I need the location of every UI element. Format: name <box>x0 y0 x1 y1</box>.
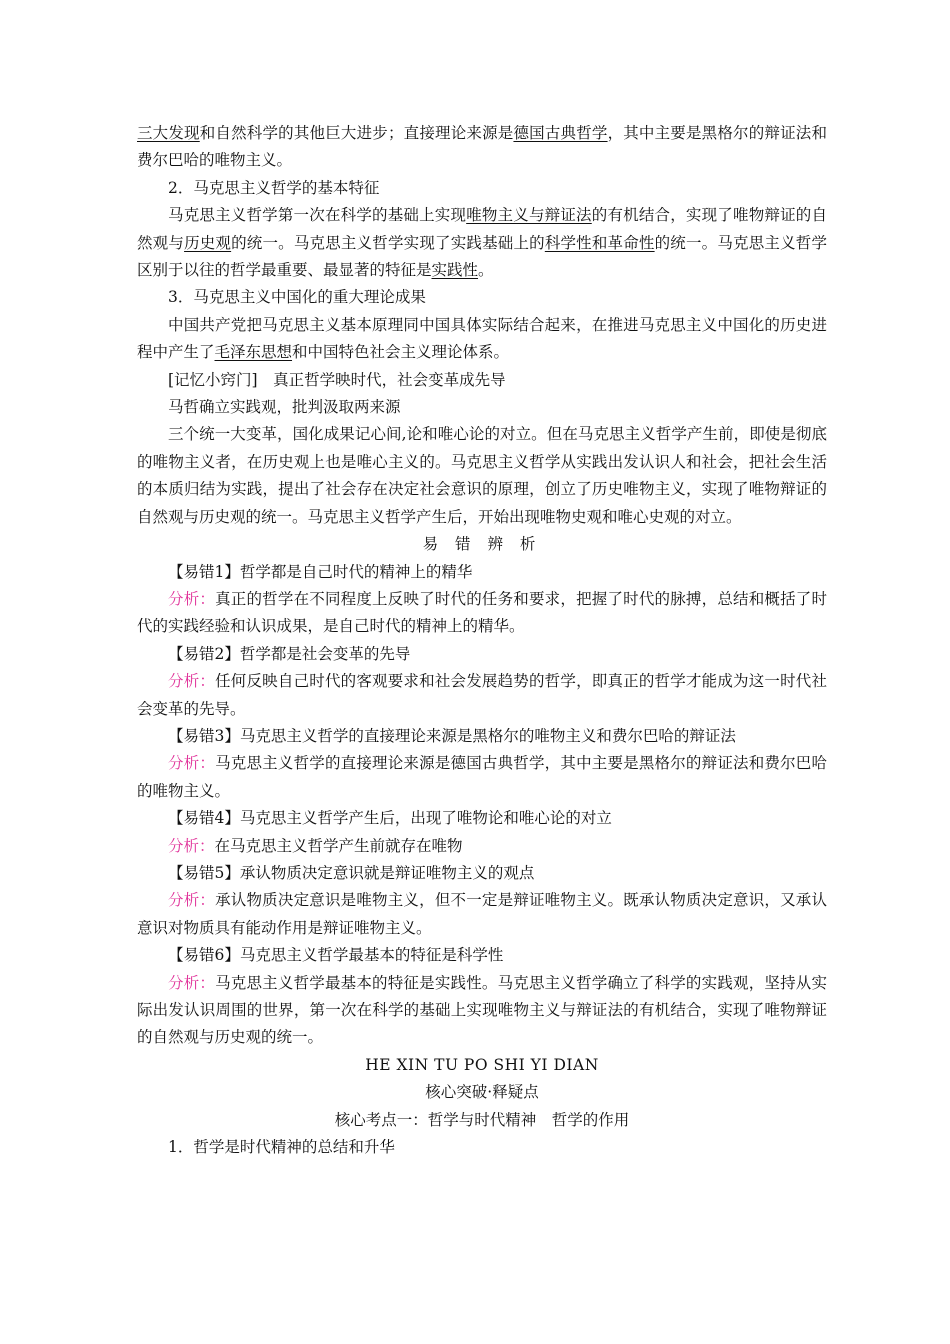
error-analysis-1: 分析：真正的哲学在不同程度上反映了时代的任务和要求，把握了时代的脉搏，总结和概括了时代的实践经验和认识成果，是自己时代的精神上的精华。 <box>137 589 827 636</box>
section-title-errors: 易 错 辨 析 <box>422 535 542 554</box>
error-claim-5: 【易错5】承认物质决定意识就是辩证唯物主义的观点 <box>168 863 535 882</box>
error-analysis-2: 分析：任何反映自己时代的客观要求和社会发展趋势的哲学，即真正的哲学才能成为这一时代社会变革的先导。 <box>137 672 827 718</box>
error-analysis-4: 分析：在马克思主义哲学产生前就存在唯物 <box>168 836 463 855</box>
error-claim-3: 【易错3】马克思主义哲学的直接理论来源是黑格尔的唯物主义和费尔巴哈的辩证法 <box>168 726 736 745</box>
underlined-term: 毛泽东思想 <box>214 343 293 362</box>
analysis-label: 分析： <box>168 973 216 992</box>
underlined-term: 历史观 <box>184 233 232 252</box>
paragraph-features: 马克思主义哲学第一次在科学的基础上实现唯物主义与辩证法的有机结合，实现了唯物辩证的自然观与历史观的统一。马克思主义哲学实现了实践基础上的科学性和革命性的统一。马克思主义哲学区别于以往的哲学最重要、最显著的特征是实践性。 <box>137 206 827 280</box>
error-analysis-6: 分析：马克思主义哲学最基本的特征是实践性。马克思主义哲学确立了科学的实践观，坚持从实际出发认识周围的世界，第一次在科学的基础上实现唯物主义与辩证法的有机结合，实现了唯物辩证的自然观与历史观的统一。 <box>137 973 827 1047</box>
paragraph-sources: 三大发现和自然科学的其他巨大进步；直接理论来源是德国古典哲学，其中主要是黑格尔的辩证法和费尔巴哈的唯物主义。 <box>137 124 827 170</box>
paragraph-sinicization: 中国共产党把马克思主义基本原理同中国具体实际结合起来，在推进马克思主义中国化的历史进程中产生了毛泽东思想和中国特色社会主义理论体系。 <box>137 315 827 362</box>
analysis-label: 分析： <box>168 836 215 855</box>
memory-tip-line2: 马哲确立实践观，批判汲取两来源 <box>168 398 401 417</box>
analysis-label: 分析： <box>168 589 216 608</box>
error-claim-2: 【易错2】哲学都是社会变革的先导 <box>168 644 411 663</box>
underlined-term: 三大发现 <box>137 124 200 142</box>
heading-features: 2．马克思主义哲学的基本特征 <box>168 178 380 197</box>
analysis-label: 分析： <box>168 754 216 773</box>
core-breakthrough-title: 核心突破·释疑点 <box>425 1083 539 1102</box>
error-claim-4: 【易错4】马克思主义哲学产生后，出现了唯物论和唯心论的对立 <box>168 809 612 828</box>
document-page <box>137 120 827 1161</box>
error-claim-1: 【易错1】哲学都是自己时代的精神上的精华 <box>168 562 473 581</box>
error-analysis-5: 分析：承认物质决定意识是唯物主义，但不一定是辩证唯物主义。既承认物质决定意识，又承认意识对物质具有能动作用是辩证唯物主义。 <box>137 891 827 937</box>
error-analysis-3: 分析：马克思主义哲学的直接理论来源是德国古典哲学，其中主要是黑格尔的辩证法和费尔巴哈的唯物主义。 <box>137 754 827 800</box>
underlined-term: 唯物主义与辩证法 <box>466 206 592 225</box>
core-point-heading: 核心考点一：哲学与时代精神 哲学的作用 <box>334 1110 630 1129</box>
underlined-term: 实践性 <box>431 261 479 280</box>
heading-sinicization: 3．马克思主义中国化的重大理论成果 <box>168 288 426 307</box>
analysis-label: 分析： <box>168 672 216 691</box>
underlined-term: 科学性和革命性 <box>544 233 655 252</box>
analysis-label: 分析： <box>168 891 216 910</box>
underlined-term: 德国古典哲学 <box>513 124 608 142</box>
memory-tip-line1: [记忆小窍门] 真正哲学映时代，社会变革成先导 <box>168 370 506 389</box>
pinyin-heading: HE XIN TU PO SHI YI DIAN <box>365 1055 599 1074</box>
core-point-item-1: 1．哲学是时代精神的总结和升华 <box>168 1138 395 1157</box>
memory-tip-paragraph: 三个统一大变革，国化成果记心间,论和唯心论的对立。但在马克思主义哲学产生前，即使是彻底的唯物主义者，在历史观上也是唯心主义的。马克思主义哲学从实践出发认识人和社会，把社会生活的本质归结为实践，提出了社会存在决定社会意识的原理，创立了历史唯物主义，实现了唯物辩证的自然观与历史观的统一。马克思主义哲学产生后，开始出现唯物史观和唯心史观的对立。 <box>137 425 827 526</box>
error-claim-6: 【易错6】马克思主义哲学最基本的特征是科学性 <box>168 946 504 965</box>
